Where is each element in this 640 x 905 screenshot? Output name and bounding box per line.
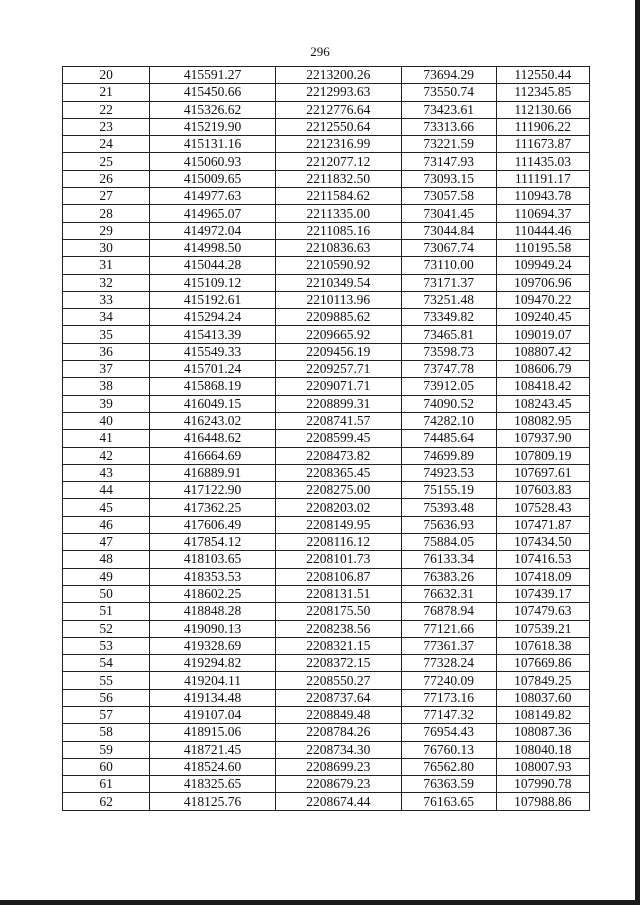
table-row — [63, 447, 590, 464]
y-coordinate-cell: 2208238.56 — [275, 620, 401, 637]
col4-value-cell: 73171.37 — [401, 274, 496, 291]
y-coordinate-cell: 2211335.00 — [275, 205, 401, 222]
col5-value-cell: 109706.96 — [496, 274, 589, 291]
y-coordinate-cell: 2210113.96 — [275, 291, 401, 308]
point-number-cell: 55 — [63, 672, 150, 689]
point-number-cell: 54 — [63, 655, 150, 672]
x-coordinate-cell: 415294.24 — [150, 309, 276, 326]
table-row — [63, 741, 590, 758]
table-row — [63, 67, 590, 84]
point-number-cell: 43 — [63, 464, 150, 481]
col5-value-cell: 107988.86 — [496, 793, 589, 810]
table-row — [63, 205, 590, 222]
col4-value-cell: 73057.58 — [401, 188, 496, 205]
x-coordinate-cell: 419134.48 — [150, 689, 276, 706]
col5-value-cell: 109470.22 — [496, 291, 589, 308]
x-coordinate-cell: 415131.16 — [150, 136, 276, 153]
point-number-cell: 40 — [63, 412, 150, 429]
x-coordinate-cell: 418524.60 — [150, 758, 276, 775]
col5-value-cell: 111191.17 — [496, 170, 589, 187]
coordinate-table — [62, 66, 590, 811]
y-coordinate-cell: 2208116.12 — [275, 534, 401, 551]
y-coordinate-cell: 2213200.26 — [275, 67, 401, 84]
col4-value-cell: 74090.52 — [401, 395, 496, 412]
y-coordinate-cell: 2208699.23 — [275, 758, 401, 775]
col5-value-cell: 107809.19 — [496, 447, 589, 464]
col5-value-cell: 109240.45 — [496, 309, 589, 326]
col5-value-cell: 108037.60 — [496, 689, 589, 706]
point-number-cell: 25 — [63, 153, 150, 170]
col4-value-cell: 75884.05 — [401, 534, 496, 551]
table-row — [63, 343, 590, 360]
table-row — [63, 361, 590, 378]
col5-value-cell: 110943.78 — [496, 188, 589, 205]
point-number-cell: 49 — [63, 568, 150, 585]
col5-value-cell: 112345.85 — [496, 84, 589, 101]
col4-value-cell: 74923.53 — [401, 464, 496, 481]
x-coordinate-cell: 415549.33 — [150, 343, 276, 360]
point-number-cell: 51 — [63, 603, 150, 620]
y-coordinate-cell: 2208149.95 — [275, 516, 401, 533]
point-number-cell: 56 — [63, 689, 150, 706]
x-coordinate-cell: 416664.69 — [150, 447, 276, 464]
point-number-cell: 35 — [63, 326, 150, 343]
y-coordinate-cell: 2208679.23 — [275, 776, 401, 793]
table-row — [63, 464, 590, 481]
col4-value-cell: 76954.43 — [401, 724, 496, 741]
x-coordinate-cell: 417606.49 — [150, 516, 276, 533]
y-coordinate-cell: 2208203.02 — [275, 499, 401, 516]
table-row — [63, 274, 590, 291]
col5-value-cell: 107849.25 — [496, 672, 589, 689]
x-coordinate-cell: 415591.27 — [150, 67, 276, 84]
col5-value-cell: 107990.78 — [496, 776, 589, 793]
x-coordinate-cell: 415413.39 — [150, 326, 276, 343]
point-number-cell: 31 — [63, 257, 150, 274]
col4-value-cell: 73044.84 — [401, 222, 496, 239]
x-coordinate-cell: 415450.66 — [150, 84, 276, 101]
point-number-cell: 58 — [63, 724, 150, 741]
col4-value-cell: 73110.00 — [401, 257, 496, 274]
col4-value-cell: 77240.09 — [401, 672, 496, 689]
col5-value-cell: 107669.86 — [496, 655, 589, 672]
col4-value-cell: 76760.13 — [401, 741, 496, 758]
table-row — [63, 326, 590, 343]
point-number-cell: 60 — [63, 758, 150, 775]
point-number-cell: 50 — [63, 585, 150, 602]
y-coordinate-cell: 2212776.64 — [275, 101, 401, 118]
point-number-cell: 34 — [63, 309, 150, 326]
x-coordinate-cell: 419294.82 — [150, 655, 276, 672]
col4-value-cell: 73067.74 — [401, 239, 496, 256]
col4-value-cell: 76878.94 — [401, 603, 496, 620]
col4-value-cell: 73912.05 — [401, 378, 496, 395]
col5-value-cell: 110195.58 — [496, 239, 589, 256]
scan-border-right — [635, 0, 640, 905]
point-number-cell: 30 — [63, 239, 150, 256]
table-row — [63, 136, 590, 153]
col4-value-cell: 77147.32 — [401, 706, 496, 723]
x-coordinate-cell: 416243.02 — [150, 412, 276, 429]
x-coordinate-cell: 416448.62 — [150, 430, 276, 447]
y-coordinate-cell: 2209257.71 — [275, 361, 401, 378]
table-row — [63, 793, 590, 810]
y-coordinate-cell: 2211584.62 — [275, 188, 401, 205]
col5-value-cell: 109949.24 — [496, 257, 589, 274]
y-coordinate-cell: 2208473.82 — [275, 447, 401, 464]
table-row — [63, 534, 590, 551]
point-number-cell: 26 — [63, 170, 150, 187]
x-coordinate-cell: 415060.93 — [150, 153, 276, 170]
col5-value-cell: 111906.22 — [496, 118, 589, 135]
table-row — [63, 603, 590, 620]
col5-value-cell: 107528.43 — [496, 499, 589, 516]
y-coordinate-cell: 2211085.16 — [275, 222, 401, 239]
col5-value-cell: 107479.63 — [496, 603, 589, 620]
col4-value-cell: 73694.29 — [401, 67, 496, 84]
x-coordinate-cell: 414998.50 — [150, 239, 276, 256]
table-row — [63, 153, 590, 170]
point-number-cell: 59 — [63, 741, 150, 758]
col5-value-cell: 108149.82 — [496, 706, 589, 723]
col4-value-cell: 76133.34 — [401, 551, 496, 568]
col5-value-cell: 109019.07 — [496, 326, 589, 343]
point-number-cell: 57 — [63, 706, 150, 723]
table-row — [63, 585, 590, 602]
col5-value-cell: 108606.79 — [496, 361, 589, 378]
col4-value-cell: 74485.64 — [401, 430, 496, 447]
table-row — [63, 188, 590, 205]
table-row — [63, 395, 590, 412]
col4-value-cell: 73313.66 — [401, 118, 496, 135]
y-coordinate-cell: 2212077.12 — [275, 153, 401, 170]
y-coordinate-cell: 2209456.19 — [275, 343, 401, 360]
x-coordinate-cell: 414972.04 — [150, 222, 276, 239]
point-number-cell: 36 — [63, 343, 150, 360]
x-coordinate-cell: 418848.28 — [150, 603, 276, 620]
table-row — [63, 776, 590, 793]
y-coordinate-cell: 2208599.45 — [275, 430, 401, 447]
x-coordinate-cell: 418325.65 — [150, 776, 276, 793]
col5-value-cell: 108243.45 — [496, 395, 589, 412]
col4-value-cell: 73251.48 — [401, 291, 496, 308]
y-coordinate-cell: 2212316.99 — [275, 136, 401, 153]
y-coordinate-cell: 2208275.00 — [275, 482, 401, 499]
x-coordinate-cell: 415701.24 — [150, 361, 276, 378]
y-coordinate-cell: 2208550.27 — [275, 672, 401, 689]
x-coordinate-cell: 415868.19 — [150, 378, 276, 395]
page-number: 296 — [310, 44, 330, 59]
col5-value-cell: 108418.42 — [496, 378, 589, 395]
table-row — [63, 568, 590, 585]
point-number-cell: 22 — [63, 101, 150, 118]
col4-value-cell: 76163.65 — [401, 793, 496, 810]
x-coordinate-cell: 418721.45 — [150, 741, 276, 758]
col5-value-cell: 110444.46 — [496, 222, 589, 239]
y-coordinate-cell: 2208899.31 — [275, 395, 401, 412]
y-coordinate-cell: 2208175.50 — [275, 603, 401, 620]
col4-value-cell: 76562.80 — [401, 758, 496, 775]
table-row — [63, 706, 590, 723]
point-number-cell: 32 — [63, 274, 150, 291]
table-row — [63, 637, 590, 654]
table-row — [63, 499, 590, 516]
table-row — [63, 118, 590, 135]
col5-value-cell: 107937.90 — [496, 430, 589, 447]
scan-border-bottom — [0, 900, 640, 905]
col4-value-cell: 77121.66 — [401, 620, 496, 637]
point-number-cell: 52 — [63, 620, 150, 637]
table-row — [63, 516, 590, 533]
point-number-cell: 37 — [63, 361, 150, 378]
col4-value-cell: 73423.61 — [401, 101, 496, 118]
table-row — [63, 84, 590, 101]
col5-value-cell: 107697.61 — [496, 464, 589, 481]
x-coordinate-cell: 418602.25 — [150, 585, 276, 602]
col5-value-cell: 110694.37 — [496, 205, 589, 222]
y-coordinate-cell: 2209071.71 — [275, 378, 401, 395]
col5-value-cell: 111435.03 — [496, 153, 589, 170]
x-coordinate-cell: 418125.76 — [150, 793, 276, 810]
x-coordinate-cell: 416049.15 — [150, 395, 276, 412]
point-number-cell: 46 — [63, 516, 150, 533]
col5-value-cell: 112130.66 — [496, 101, 589, 118]
point-number-cell: 20 — [63, 67, 150, 84]
point-number-cell: 21 — [63, 84, 150, 101]
point-number-cell: 62 — [63, 793, 150, 810]
x-coordinate-cell: 415109.12 — [150, 274, 276, 291]
x-coordinate-cell: 418103.65 — [150, 551, 276, 568]
col4-value-cell: 75393.48 — [401, 499, 496, 516]
col5-value-cell: 111673.87 — [496, 136, 589, 153]
table-row — [63, 309, 590, 326]
col4-value-cell: 75636.93 — [401, 516, 496, 533]
y-coordinate-cell: 2208849.48 — [275, 706, 401, 723]
table-row — [63, 689, 590, 706]
col5-value-cell: 107416.53 — [496, 551, 589, 568]
col4-value-cell: 73147.93 — [401, 153, 496, 170]
col5-value-cell: 108087.36 — [496, 724, 589, 741]
col5-value-cell: 108040.18 — [496, 741, 589, 758]
col4-value-cell: 73550.74 — [401, 84, 496, 101]
x-coordinate-cell: 415192.61 — [150, 291, 276, 308]
point-number-cell: 45 — [63, 499, 150, 516]
x-coordinate-cell: 415044.28 — [150, 257, 276, 274]
col4-value-cell: 76363.59 — [401, 776, 496, 793]
col5-value-cell: 112550.44 — [496, 67, 589, 84]
x-coordinate-cell: 419328.69 — [150, 637, 276, 654]
col5-value-cell: 107471.87 — [496, 516, 589, 533]
point-number-cell: 29 — [63, 222, 150, 239]
y-coordinate-cell: 2208372.15 — [275, 655, 401, 672]
col4-value-cell: 73747.78 — [401, 361, 496, 378]
x-coordinate-cell: 415326.62 — [150, 101, 276, 118]
col4-value-cell: 73465.81 — [401, 326, 496, 343]
x-coordinate-cell: 417362.25 — [150, 499, 276, 516]
point-number-cell: 33 — [63, 291, 150, 308]
point-number-cell: 42 — [63, 447, 150, 464]
table-row — [63, 257, 590, 274]
point-number-cell: 39 — [63, 395, 150, 412]
x-coordinate-cell: 419107.04 — [150, 706, 276, 723]
point-number-cell: 28 — [63, 205, 150, 222]
x-coordinate-cell: 417122.90 — [150, 482, 276, 499]
col5-value-cell: 107618.38 — [496, 637, 589, 654]
col5-value-cell: 108807.42 — [496, 343, 589, 360]
x-coordinate-cell: 417854.12 — [150, 534, 276, 551]
col4-value-cell: 73041.45 — [401, 205, 496, 222]
col4-value-cell: 77328.24 — [401, 655, 496, 672]
table-row — [63, 291, 590, 308]
y-coordinate-cell: 2208106.87 — [275, 568, 401, 585]
y-coordinate-cell: 2208101.73 — [275, 551, 401, 568]
x-coordinate-cell: 416889.91 — [150, 464, 276, 481]
point-number-cell: 47 — [63, 534, 150, 551]
col4-value-cell: 73598.73 — [401, 343, 496, 360]
col4-value-cell: 77361.37 — [401, 637, 496, 654]
col4-value-cell: 77173.16 — [401, 689, 496, 706]
x-coordinate-cell: 415219.90 — [150, 118, 276, 135]
col4-value-cell: 73349.82 — [401, 309, 496, 326]
col4-value-cell: 73221.59 — [401, 136, 496, 153]
y-coordinate-cell: 2211832.50 — [275, 170, 401, 187]
x-coordinate-cell: 419090.13 — [150, 620, 276, 637]
col4-value-cell: 73093.15 — [401, 170, 496, 187]
table-row — [63, 724, 590, 741]
point-number-cell: 24 — [63, 136, 150, 153]
table-row — [63, 551, 590, 568]
y-coordinate-cell: 2208741.57 — [275, 412, 401, 429]
col5-value-cell: 107439.17 — [496, 585, 589, 602]
table-row — [63, 222, 590, 239]
col5-value-cell: 107418.09 — [496, 568, 589, 585]
y-coordinate-cell: 2210836.63 — [275, 239, 401, 256]
table-row — [63, 482, 590, 499]
col5-value-cell: 108082.95 — [496, 412, 589, 429]
y-coordinate-cell: 2208321.15 — [275, 637, 401, 654]
y-coordinate-cell: 2209885.62 — [275, 309, 401, 326]
table-row — [63, 620, 590, 637]
col5-value-cell: 108007.93 — [496, 758, 589, 775]
col4-value-cell: 74699.89 — [401, 447, 496, 464]
col4-value-cell: 76383.26 — [401, 568, 496, 585]
x-coordinate-cell: 414965.07 — [150, 205, 276, 222]
coordinate-table-body — [63, 67, 590, 811]
x-coordinate-cell: 418915.06 — [150, 724, 276, 741]
x-coordinate-cell: 418353.53 — [150, 568, 276, 585]
table-row — [63, 655, 590, 672]
y-coordinate-cell: 2208674.44 — [275, 793, 401, 810]
table-row — [63, 239, 590, 256]
col4-value-cell: 74282.10 — [401, 412, 496, 429]
table-row — [63, 672, 590, 689]
table-row — [63, 430, 590, 447]
y-coordinate-cell: 2208365.45 — [275, 464, 401, 481]
col5-value-cell: 107434.50 — [496, 534, 589, 551]
col5-value-cell: 107603.83 — [496, 482, 589, 499]
x-coordinate-cell: 419204.11 — [150, 672, 276, 689]
y-coordinate-cell: 2212993.63 — [275, 84, 401, 101]
point-number-cell: 27 — [63, 188, 150, 205]
y-coordinate-cell: 2208737.64 — [275, 689, 401, 706]
y-coordinate-cell: 2208131.51 — [275, 585, 401, 602]
y-coordinate-cell: 2208734.30 — [275, 741, 401, 758]
table-row — [63, 758, 590, 775]
x-coordinate-cell: 414977.63 — [150, 188, 276, 205]
point-number-cell: 38 — [63, 378, 150, 395]
col4-value-cell: 76632.31 — [401, 585, 496, 602]
col4-value-cell: 75155.19 — [401, 482, 496, 499]
x-coordinate-cell: 415009.65 — [150, 170, 276, 187]
table-row — [63, 101, 590, 118]
point-number-cell: 61 — [63, 776, 150, 793]
y-coordinate-cell: 2210349.54 — [275, 274, 401, 291]
table-row — [63, 378, 590, 395]
point-number-cell: 53 — [63, 637, 150, 654]
col5-value-cell: 107539.21 — [496, 620, 589, 637]
point-number-cell: 41 — [63, 430, 150, 447]
y-coordinate-cell: 2208784.26 — [275, 724, 401, 741]
table-row — [63, 170, 590, 187]
y-coordinate-cell: 2210590.92 — [275, 257, 401, 274]
y-coordinate-cell: 2212550.64 — [275, 118, 401, 135]
y-coordinate-cell: 2209665.92 — [275, 326, 401, 343]
point-number-cell: 23 — [63, 118, 150, 135]
table-row — [63, 412, 590, 429]
point-number-cell: 44 — [63, 482, 150, 499]
point-number-cell: 48 — [63, 551, 150, 568]
